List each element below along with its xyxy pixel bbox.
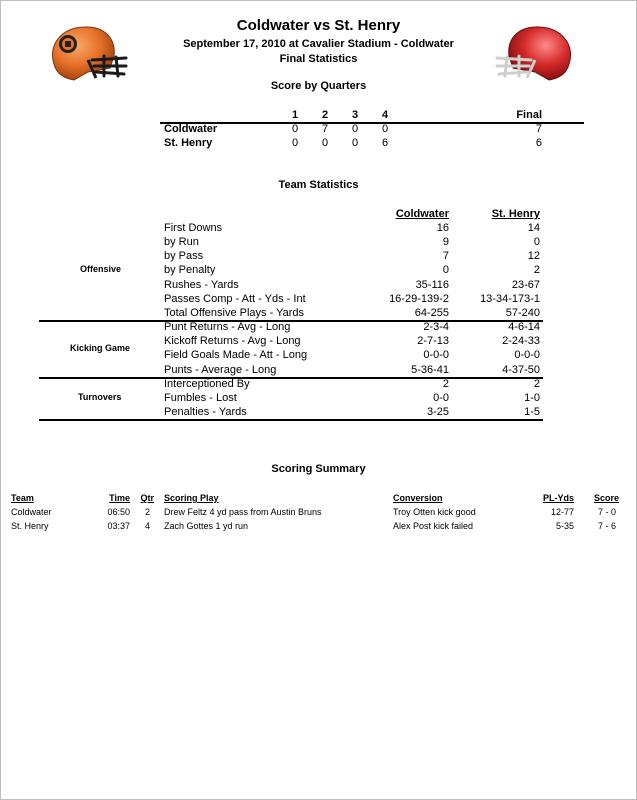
stat-label: First Downs: [164, 222, 223, 234]
stat-value-st-henry: 1-0: [524, 392, 540, 404]
quarter-score: 0: [291, 123, 299, 135]
quarters-team-st-henry: St. Henry: [164, 137, 213, 149]
scoring-row-conversion: Troy Otten kick good: [393, 507, 476, 517]
scoring-row-time: 06:50: [107, 507, 130, 517]
stat-value-coldwater: 9: [442, 236, 449, 248]
scoring-row-team: Coldwater: [11, 507, 52, 517]
scoring-header-pl-yds: PL-Yds: [542, 493, 574, 503]
quarter-score: 0: [291, 137, 299, 149]
scoring-header-score: Score: [593, 493, 619, 503]
stat-label: Interceptioned By: [164, 378, 250, 390]
stat-label: by Run: [164, 236, 199, 248]
stat-label: Total Offensive Plays - Yards: [164, 307, 305, 319]
quarter-score: 0: [351, 137, 359, 149]
group-divider: [39, 419, 543, 421]
stat-value-coldwater: 7: [442, 250, 449, 262]
group-turnovers: Turnovers: [78, 392, 122, 402]
quarter-score: 0: [351, 123, 359, 135]
scoring-row-play: Zach Gottes 1 yd run: [164, 521, 249, 531]
stat-value-coldwater: 2: [442, 378, 449, 390]
game-subtitle: September 17, 2010 at Cavalier Stadium - Coldwater: [183, 38, 454, 50]
group-offensive: Offensive: [80, 264, 122, 274]
quarter-score: 0: [321, 137, 329, 149]
stat-label: by Penalty: [164, 264, 216, 276]
stat-value-st-henry: 4-37-50: [502, 364, 540, 376]
stat-value-coldwater: 0-0-0: [423, 349, 449, 361]
stat-value-st-henry: 0: [533, 236, 540, 248]
team-statistics-title: Team Statistics: [278, 179, 359, 191]
stat-label: Penalties - Yards: [164, 406, 247, 418]
team-stats-column-st-henry: St. Henry: [491, 208, 540, 220]
quarter-header-4: 4: [381, 109, 389, 121]
stat-value-st-henry: 1-5: [524, 406, 540, 418]
stat-value-coldwater: 64-255: [414, 307, 449, 319]
stat-label: Kickoff Returns - Avg - Long: [164, 335, 301, 347]
stat-value-st-henry: 2: [533, 378, 540, 390]
stat-value-st-henry: 57-240: [505, 307, 540, 319]
scoring-row-qtr: 4: [144, 521, 150, 531]
stat-value-coldwater: 16: [436, 222, 449, 234]
scoring-row-score: 7 - 6: [597, 521, 616, 531]
stat-value-st-henry: 12: [527, 250, 540, 262]
team-stats-column-coldwater: Coldwater: [395, 208, 449, 220]
scoring-header-play: Scoring Play: [164, 493, 219, 503]
quarter-header-1: 1: [291, 109, 299, 121]
stat-label: Punts - Average - Long: [164, 364, 277, 376]
scoring-row-team: St. Henry: [11, 521, 49, 531]
scoring-row-pl-yds: 12-77: [550, 507, 574, 517]
st-henry-helmet-icon: [493, 24, 579, 84]
stat-value-st-henry: 13-34-173-1: [480, 293, 540, 305]
scoring-header-qtr: Qtr: [140, 493, 154, 503]
scoring-row-qtr: 2: [144, 507, 150, 517]
quarter-score: 6: [381, 137, 389, 149]
stat-value-coldwater: 2-7-13: [417, 335, 449, 347]
stat-label: by Pass: [164, 250, 204, 262]
quarter-header-3: 3: [351, 109, 359, 121]
stat-label: Punt Returns - Avg - Long: [164, 321, 291, 333]
scoring-row-play: Drew Feltz 4 yd pass from Austin Bruns: [164, 507, 322, 517]
scoring-header-team: Team: [11, 493, 34, 503]
scoring-row-pl-yds: 5-35: [555, 521, 574, 531]
stat-label: Field Goals Made - Att - Long: [164, 349, 308, 361]
scoring-header-time: Time: [109, 493, 130, 503]
scoring-row-conversion: Alex Post kick failed: [393, 521, 474, 531]
stat-label: Rushes - Yards: [164, 279, 239, 291]
stat-value-coldwater: 2-3-4: [423, 321, 449, 333]
final-statistics-label: Final Statistics: [279, 53, 358, 65]
scoring-summary-title: Scoring Summary: [271, 463, 366, 475]
stat-label: Passes Comp - Att - Yds - Int: [164, 293, 306, 305]
stat-value-st-henry: 0-0-0: [514, 349, 540, 361]
score-by-quarters-title: Score by Quarters: [270, 80, 367, 92]
scoring-row-score: 7 - 0: [597, 507, 616, 517]
quarters-team-coldwater: Coldwater: [164, 123, 218, 135]
final-score: 6: [535, 137, 542, 149]
stat-value-coldwater: 35-116: [415, 279, 449, 291]
group-kicking-game: Kicking Game: [70, 343, 131, 353]
stat-value-coldwater: 16-29-139-2: [389, 293, 449, 305]
stat-value-st-henry: 2-24-33: [502, 335, 540, 347]
quarter-score: 7: [321, 123, 329, 135]
stat-value-st-henry: 23-67: [511, 279, 540, 291]
stat-value-coldwater: 5-36-41: [411, 364, 449, 376]
stat-value-st-henry: 14: [527, 222, 540, 234]
scoring-row-time: 03:37: [107, 521, 130, 531]
stat-value-st-henry: 4-6-14: [508, 321, 540, 333]
stat-value-coldwater: 0-0: [433, 392, 449, 404]
game-title: Coldwater vs St. Henry: [236, 17, 401, 34]
final-score: 7: [535, 123, 542, 135]
coldwater-helmet-icon: [44, 24, 130, 84]
stat-value-st-henry: 2: [533, 264, 540, 276]
stat-value-coldwater: 3-25: [426, 406, 449, 418]
quarter-header-2: 2: [321, 109, 329, 121]
stat-value-coldwater: 0: [442, 264, 449, 276]
quarter-score: 0: [381, 123, 389, 135]
stat-label: Fumbles - Lost: [164, 392, 237, 404]
quarter-header-final: Final: [516, 109, 542, 121]
scoring-header-conversion: Conversion: [393, 493, 443, 503]
